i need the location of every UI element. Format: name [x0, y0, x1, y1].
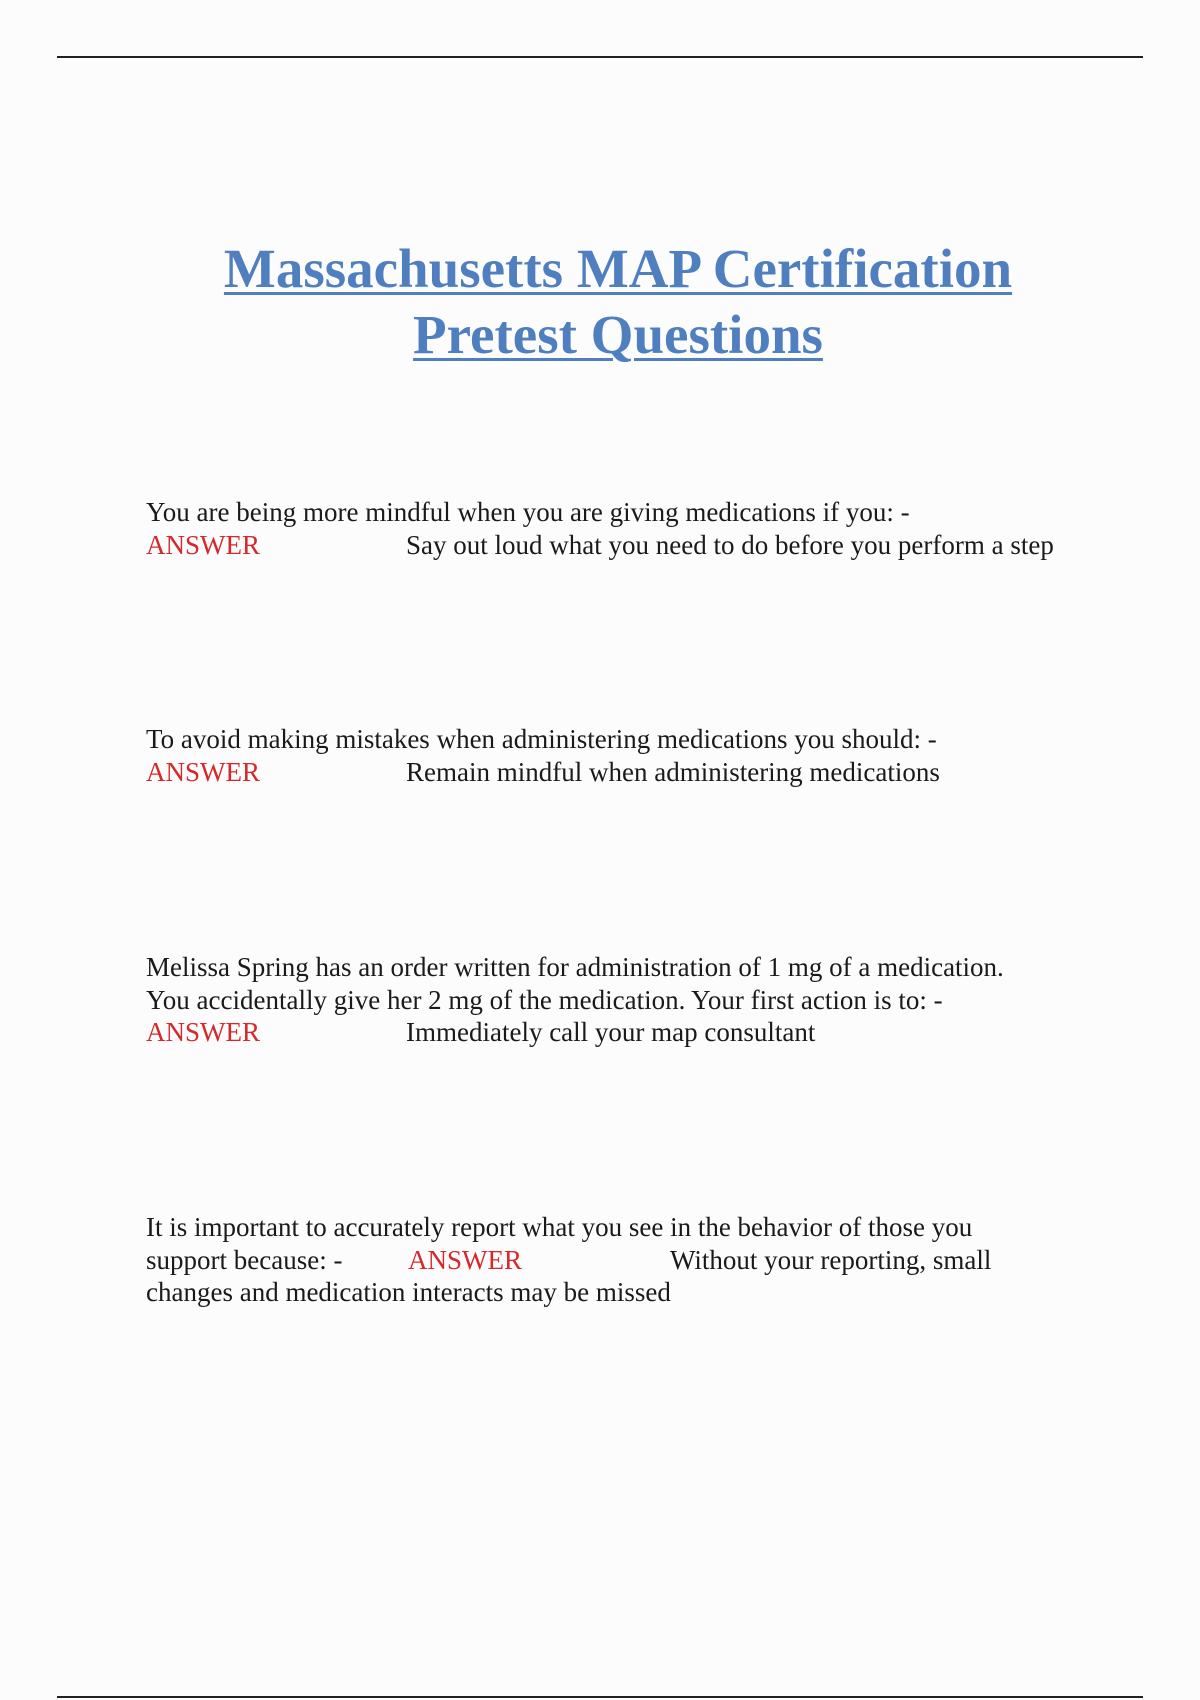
answer-text: Remain mindful when administering medications	[406, 756, 940, 787]
answer-text: Immediately call your map consultant	[406, 1017, 816, 1047]
qa-item-2	[146, 723, 1106, 788]
title-line-2: Pretest Questions	[413, 304, 823, 365]
answer-text: Say out loud what you need to do before you perform a step	[406, 529, 1054, 560]
title-line-1: Massachusetts MAP Certification	[223, 238, 1013, 299]
answer-label: ANSWER	[146, 529, 260, 560]
question-text-line-1: It is important to accurately report what you see in the behavior of those you	[146, 1212, 973, 1242]
answer-label: ANSWER	[146, 1017, 260, 1047]
question-text-line-2: You accidentally give her 2 mg of the medication. Your first action is to: -	[146, 984, 943, 1015]
question-text: You are being more mindful when you are giving medications if you: -	[146, 497, 910, 527]
answer-label: ANSWER	[408, 1244, 522, 1275]
qa-item-4	[146, 1211, 1106, 1309]
qa-item-1	[146, 496, 1106, 561]
question-text-line-2: support because: -	[146, 1244, 343, 1275]
bottom-rule	[57, 1696, 1143, 1698]
answer-text-line-2: changes and medication interacts may be missed	[146, 1277, 671, 1307]
answer-text-line-1: Without your reporting, small	[670, 1244, 992, 1275]
answer-label: ANSWER	[146, 756, 260, 787]
top-rule	[57, 56, 1143, 58]
question-text: To avoid making mistakes when administering medications you should: -	[146, 724, 937, 754]
qa-item-3	[146, 951, 1106, 1049]
document-title	[0, 236, 1200, 368]
question-text-line-1: Melissa Spring has an order written for administration of 1 mg of a medication.	[146, 952, 1004, 982]
